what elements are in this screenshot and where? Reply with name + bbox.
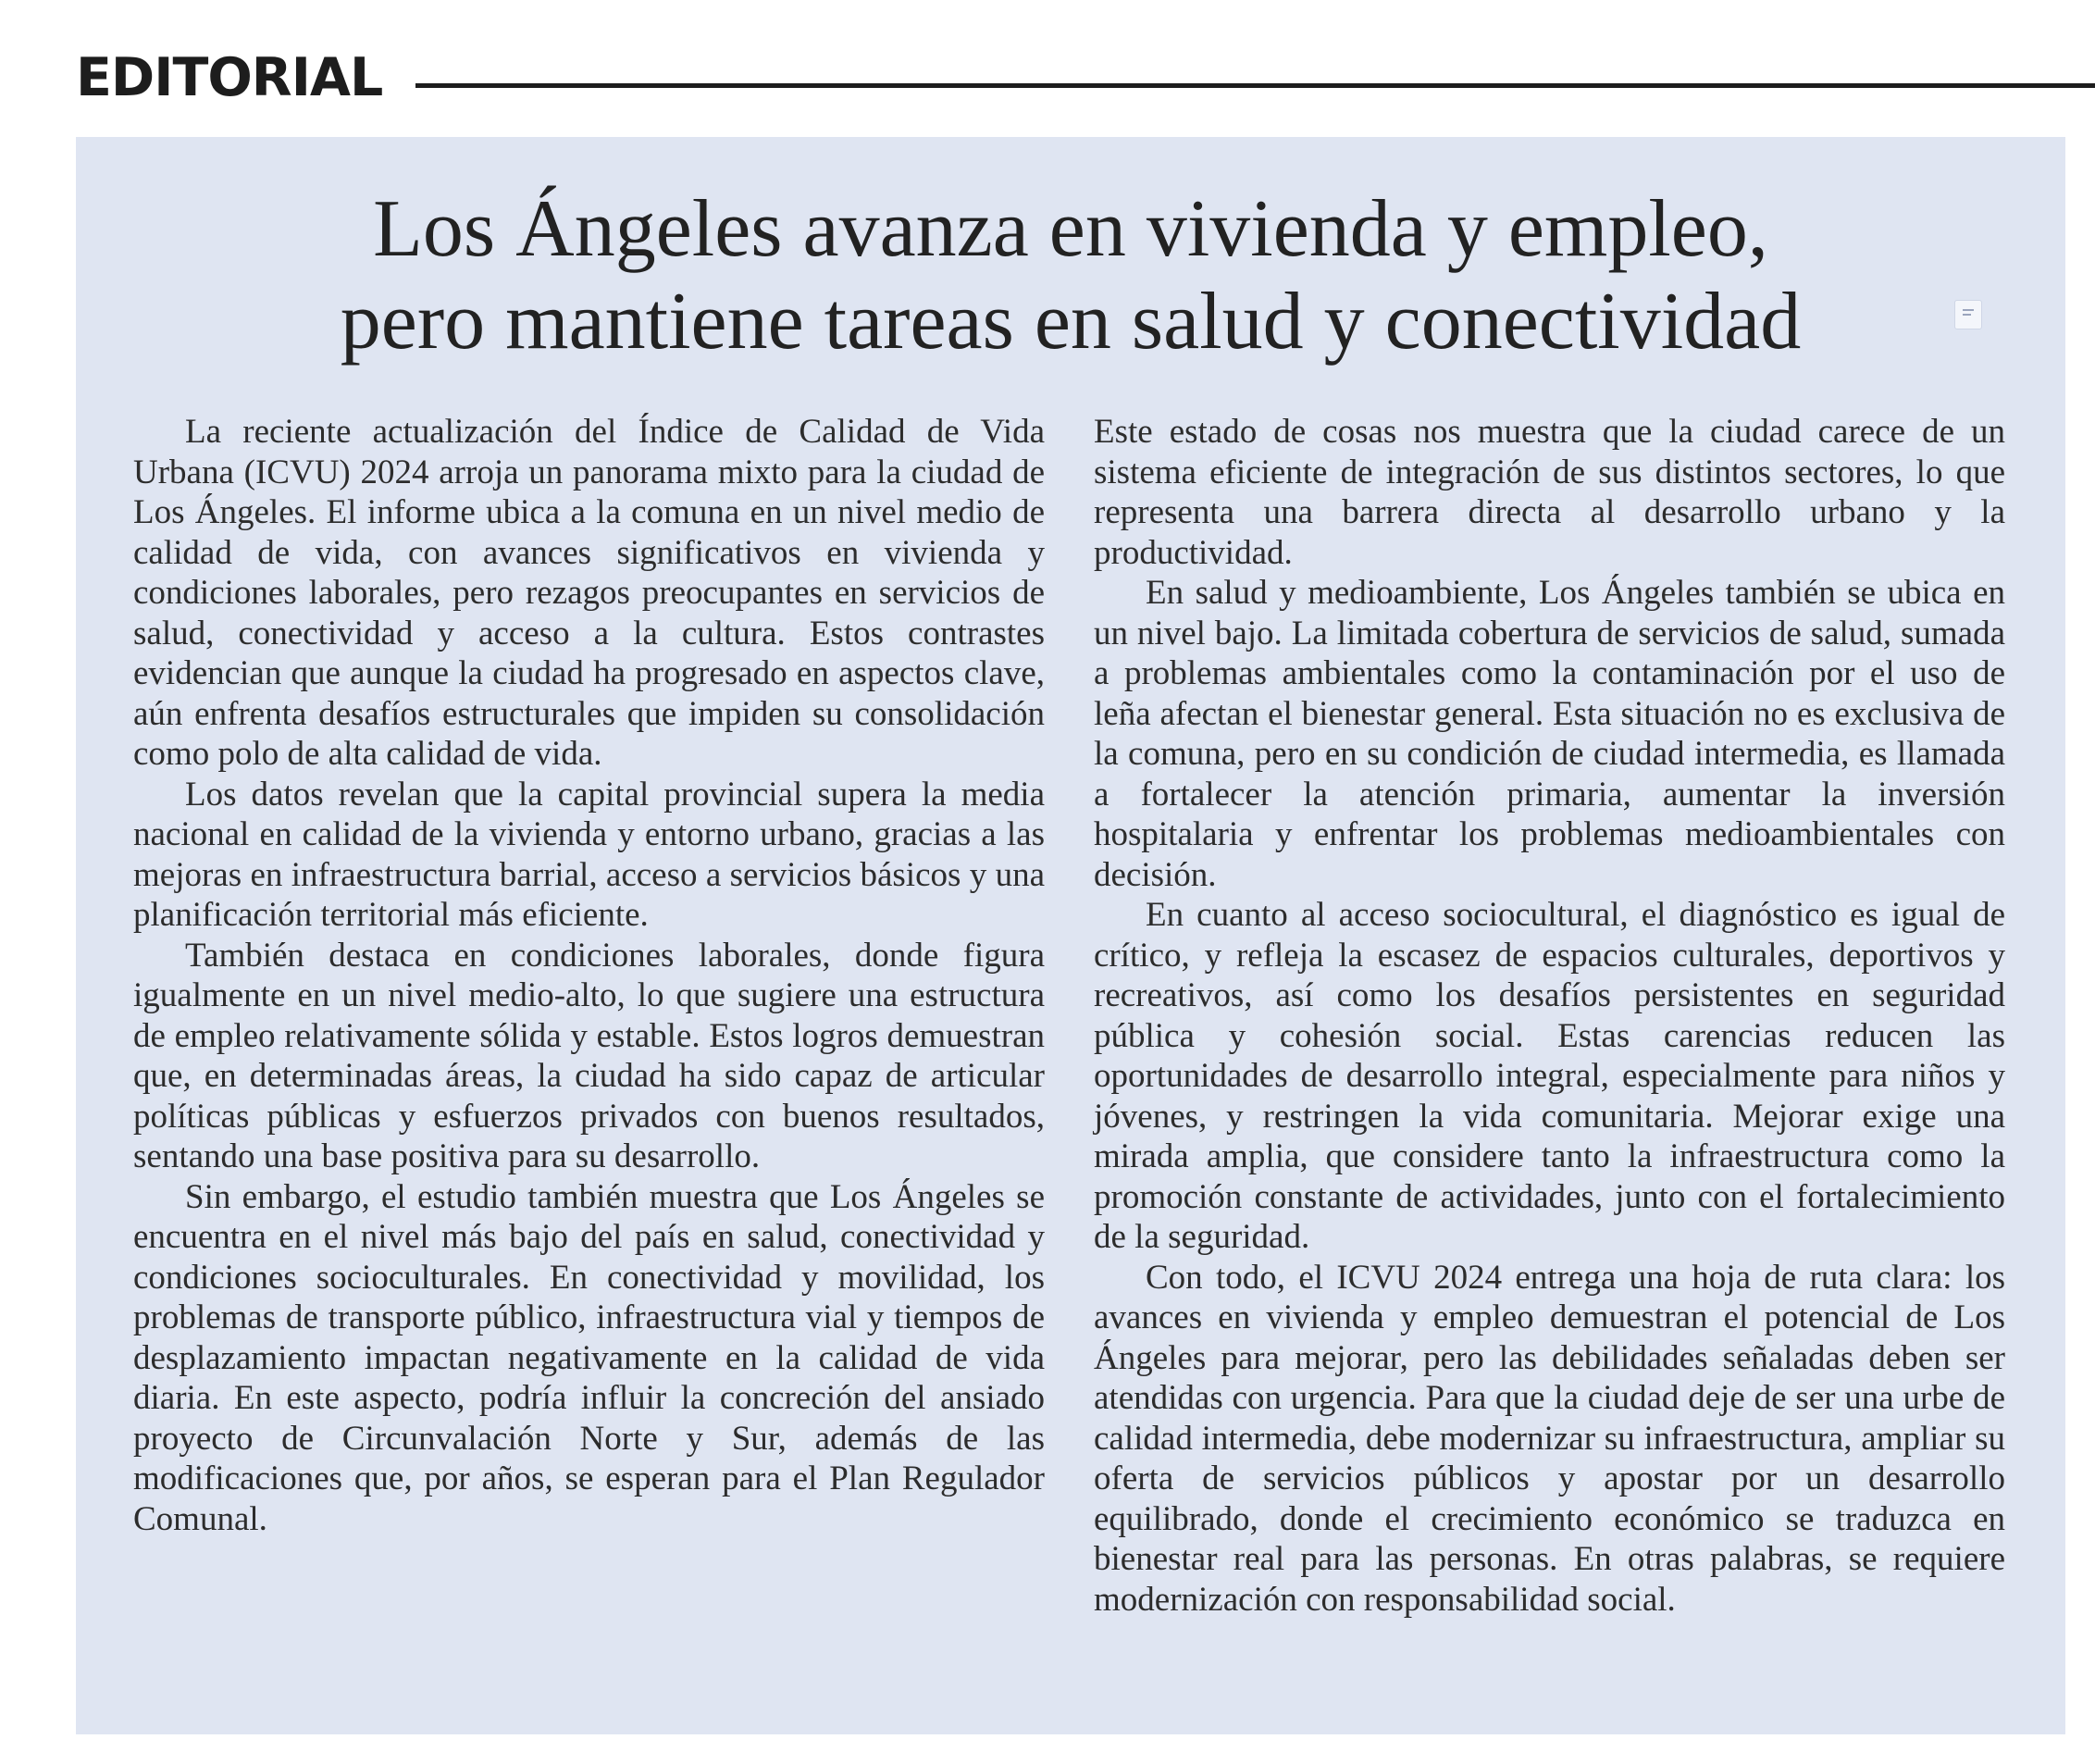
article-paragraph: En cuanto al acceso sociocultural, el diagnóstico es igual de crítico, y refleja la escasez de espacios culturales, deportivos y recreativos, así como los desafíos persistentes en seguridad pública y cohesión social. Estas carencias reducen las oportunidades de desarrollo integral, especialmente para niños y jóvenes, y restringen la vida comunitaria. Mejorar exige una mirada amplia, que considere tanto la infraestructura como la promoción constante de actividades, junto con el fortalecimiento de la seguridad.	[1094, 896, 2005, 1256]
headline	[76, 183, 2065, 368]
article-paragraph: Los datos revelan que la capital provincial supera la media nacional en calidad de la vivienda y entorno urbano, gracias a las mejoras en infraestructura barrial, acceso a servicios básicos y una planificación territorial más eficiente.	[133, 775, 1045, 934]
section-header	[76, 46, 2095, 130]
article-paragraph: Sin embargo, el estudio también muestra que Los Ángeles se encuentra en el nivel más bajo del país en salud, conectividad y condiciones socioculturales. En conectividad y movilidad, los problemas de transporte público, infraestructura vial y tiempos de desplazamiento impactan negativamente en la calidad de vida diaria. En este aspecto, podría influir la concreción del ansiado proyecto de Circunvalación Norte y Sur, además de las modificaciones que, por años, se esperan para el Plan Regulador Comunal.	[133, 1177, 1045, 1538]
section-label: EDITORIAL	[76, 47, 383, 108]
editorial-panel	[76, 137, 2065, 1734]
article-paragraph: Este estado de cosas nos muestra que la ciudad carece de un sistema eficiente de integración de sus distintos sectores, lo que representa una barrera directa al desarrollo urbano y la productividad.	[1094, 413, 2005, 572]
article-paragraph: La reciente actualización del Índice de Calidad de Vida Urbana (ICVU) 2024 arroja un panorama mixto para la ciudad de Los Ángeles. El informe ubica a la comuna en un nivel medio de calidad de vida, con avances significativos en vivienda y condiciones laborales, pero rezagos preocupantes en servicios de salud, conectividad y acceso a la cultura. Estos contrastes evidencian que aunque la ciudad ha progresado en aspectos clave, aún enfrenta desafíos estructurales que impiden su consolidación como polo de alta calidad de vida.	[133, 413, 1045, 773]
article-column-left	[133, 412, 1045, 1539]
article-paragraph: En salud y medioambiente, Los Ángeles también se ubica en un nivel bajo. La limitada cobertura de servicios de salud, sumada a problemas ambientales como la contaminación por el uso de leña afectan el bienestar general. Esta situación no es exclusiva de la comuna, pero en su condición de ciudad intermedia, es llamada a fortalecer la atención primaria, aumentar la inversión hospitalaria y enfrentar los problemas medioambientales con decisión.	[1094, 574, 2005, 894]
note-icon[interactable]	[1954, 300, 1982, 329]
article-column-right	[1094, 412, 2005, 1620]
section-divider	[415, 83, 2095, 88]
headline-line-1: Los Ángeles avanza en vivienda y empleo,	[373, 184, 1768, 274]
article-paragraph: También destaca en condiciones laborales, donde figura igualmente en un nivel medio-alto, lo que sugiere una estructura de empleo relativamente sólida y estable. Estos logros demuestran que, en determinadas áreas, la ciudad ha sido capaz de articular políticas públicas y esfuerzos privados con buenos resultados, sentando una base positiva para su desarrollo.	[133, 936, 1045, 1175]
headline-line-2: pero mantiene tareas en salud y conectividad	[340, 277, 1802, 366]
article-paragraph: Con todo, el ICVU 2024 entrega una hoja de ruta clara: los avances en vivienda y empleo demuestran el potencial de Los Ángeles para mejorar, pero las debilidades señaladas deben ser atendidas con urgencia. Para que la ciudad deje de ser una urbe de calidad intermedia, debe modernizar su infraestructura, ampliar su oferta de servicios públicos y apostar por un desarrollo equilibrado, donde el crecimiento económico se traduzca en bienestar real para las personas. En otras palabras, se requiere modernización con responsabilidad social.	[1094, 1258, 2005, 1619]
